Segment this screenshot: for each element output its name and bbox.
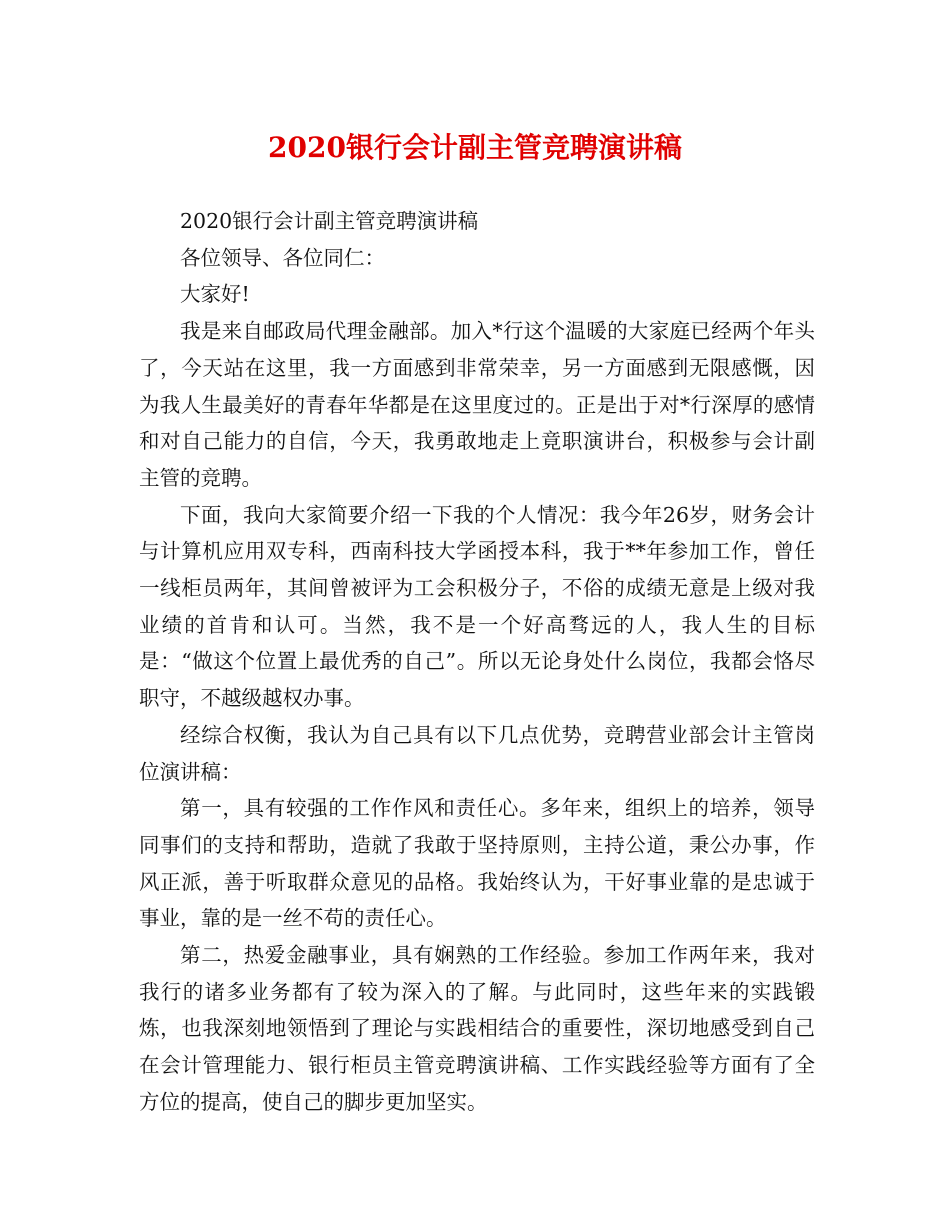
paragraph-salutation: 各位领导、各位同仁： [180, 245, 385, 270]
paragraph-subtitle: 2020银行会计副主管竞聘演讲稿 [180, 209, 479, 233]
document-body [139, 203, 815, 1121]
paragraph-greeting: 大家好! [180, 282, 250, 307]
paragraph-personal-info: 下面，我向大家简要介绍一下我的个人情况：我今年26岁，财务会计与计算机应用双专科，西南科技大学函授本科，我于**年参加工作，曾任一线柜员两年，其间曾被评为工会积极分子，不俗的成绩无意是上级对我业绩的首肯和认可。当然，我不是一个好高骛远的人，我人生的目标是：“做这个位置上最优秀的自己”。所以无论身处什么岗位，我都会恪尽职守，不越级越权办事。 [139, 502, 815, 711]
paragraph-introduction: 我是来自邮政局代理金融部。加入*行这个温暖的大家庭已经两个年头了，今天站在这里，我一方面感到非常荣幸，另一方面感到无限感慨，因为我人生最美好的青春年华都是在这里度过的。正是出于对*行深厚的感情和对自己能力的自信，今天，我勇敢地走上竟职演讲台，积极参与会计副主管的竞聘。 [139, 319, 815, 490]
paragraph-point-two: 第二，热爱金融事业，具有娴熟的工作经验。参加工作两年来，我对我行的诸多业务都有了较为深入的了解。与此同时，这些年来的实践锻炼，也我深刻地领悟到了理论与实践相结合的重要性，深切地感受到自己在会计管理能力、银行柜员主管竞聘演讲稿、工作实践经验等方面有了全方位的提高，使自己的脚步更加坚实。 [139, 943, 815, 1114]
paragraph-point-one: 第一，具有较强的工作作风和责任心。多年来，组织上的培养，领导同事们的支持和帮助，造就了我敢于坚持原则，主持公道，秉公办事，作风正派，善于听取群众意见的品格。我始终认为，干好事业靠的是忠诚于事业，靠的是一丝不苟的责任心。 [139, 796, 815, 931]
paragraph-advantages-intro: 经综合权衡，我认为自己具有以下几点优势，竞聘营业部会计主管岗位演讲稿： [139, 722, 815, 784]
document-title: 2020银行会计副主管竞聘演讲稿 [268, 131, 682, 164]
